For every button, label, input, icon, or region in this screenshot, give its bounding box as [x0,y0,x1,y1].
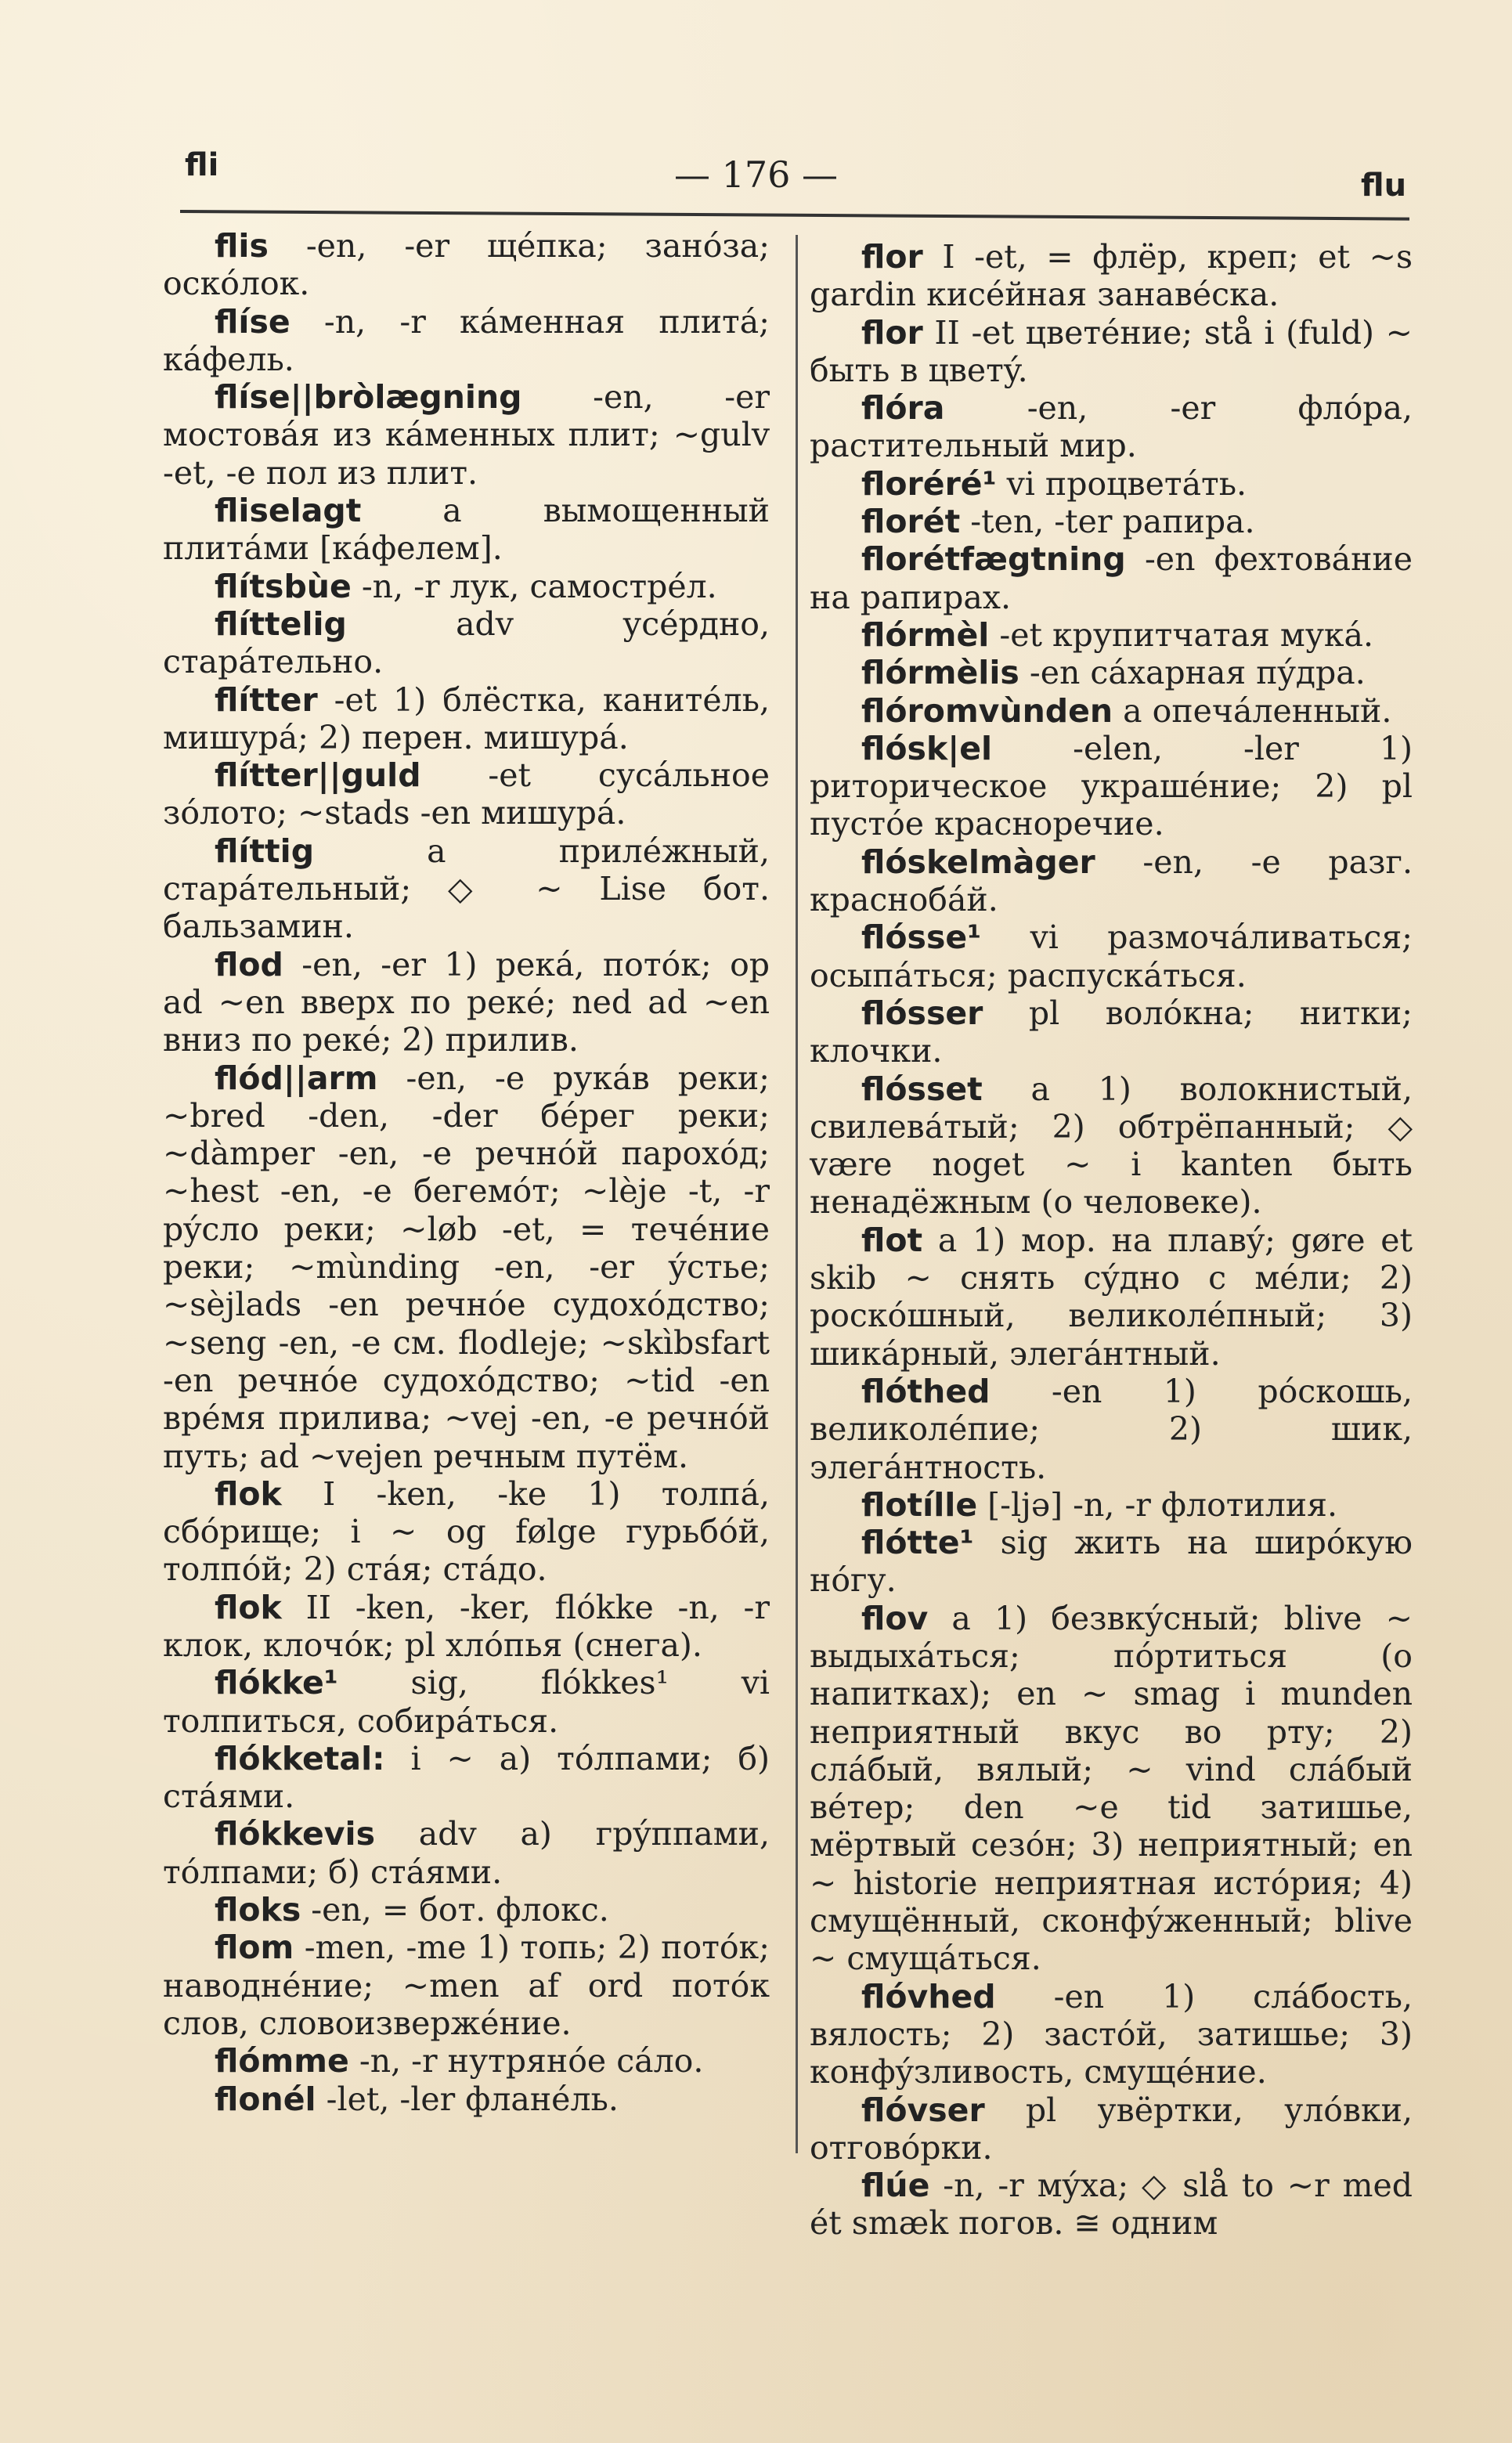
definition: adv a) грýппами, тóлпами; б) стáями. [163,1815,770,1891]
dictionary-entry [810,1524,1413,1600]
definition: -et 1) блёстка, канитéль, мишурá; 2) перен. мишурá. [163,680,770,756]
dictionary-entry [810,843,1413,919]
dictionary-entry [810,2167,1413,2243]
definition: -en, -er 1) рекá, потóк; op ad ~en вверх по рекé; ned ad ~en вниз по рекé; 2) прилив. [163,945,770,1059]
definition: -en, -e рукáв реки; ~bred -den, -der бéрег реки; ~dàmper -en, -e речнóй пароxóд; ~hest -en, -e бегемóт; ~lèje -t, -r рýсло реки; ~løb -et, = течéние реки; ~mùnding -en, -er ýстье; ~sèjlads -en речнóе судоxóдство; ~seng -en, -e см. flodleje; ~skìbsfart -en речнóе судоxóдство; ~tid -en врéмя приливa; ~vej -en, -e речнóй путь; ad ~vejen речным путём. [163,1059,770,1475]
dictionary-entry [810,1222,1413,1373]
headword: flósse¹ [861,918,982,957]
dictionary-entry [810,692,1413,730]
headword: floks [215,1891,301,1929]
dictionary-entry [163,1929,770,2042]
headword: flot [861,1221,923,1259]
dictionary-entry [163,378,770,492]
dictionary-entry [810,994,1413,1070]
headword: flóthed [861,1372,991,1410]
headword: flod [215,945,283,983]
definition: vi процветáть. [996,464,1247,503]
definition: -n, -r мýха; ◇ slå to ~r med ét smæk погов. ≅ одним [810,2167,1413,2243]
headword: flórmèlis [861,654,1019,692]
definition: -let, -ler фланéль. [316,2080,619,2118]
running-head-left: fli [185,147,219,183]
headword: flókkevis [215,1815,375,1853]
definition: -men, -me 1) топь; 2) потóк; наводнéние; ~men af ord потóк слов, словоизвержéние. [163,1929,770,2042]
dictionary-entry [163,946,770,1059]
headword: flítsbùe [215,567,352,605]
definition: -en, -er мостовáя из кáменных плит; ~gulv -et, -e пол из плит. [163,378,770,492]
dictionary-entry [810,918,1413,994]
dictionary-entry [163,492,770,568]
dictionary-entry [163,303,770,379]
headword: flíse [215,302,290,341]
definition: a опечáленный. [1113,691,1392,730]
headword: flíse||bròlægning [215,378,522,417]
dictionary-entry [810,314,1413,390]
headword: flítter||guld [215,756,421,795]
headword: flom [215,1929,294,1967]
headword: flókketal: [215,1739,385,1777]
definition: -en 1) рóскошь, великолéпие; 2) шик, элегáнтность. [810,1372,1413,1486]
dictionary-entry [810,1486,1413,1524]
definition: a прилéжный, старáтельный; ◇ ~ Lise бот. бальзамин. [163,832,770,946]
definition: -en, -e разг. краснобáй. [810,843,1413,919]
headword: flov [861,1599,929,1637]
headword: flód||arm [215,1059,378,1097]
definition: -en фехтовáние на рапирах. [810,540,1413,616]
dictionary-entry [163,1664,770,1740]
headword: florétfægtning [861,540,1126,579]
headword: flómme [215,2042,349,2080]
headword: flósset [861,1070,983,1108]
headword: flórmèl [861,615,990,654]
headword: flíttig [215,832,315,870]
page-number: — 176 — [673,153,839,196]
dictionary-entry [163,568,770,605]
dictionary-entry [163,605,770,681]
definition: -ten, -ter рапира. [960,503,1255,541]
headword: flok [215,1474,282,1513]
definition: -en, -er щéпка; занóза; оскóлок. [163,227,770,303]
right-column [810,238,1413,2243]
definition: II -ken, -ker, flókke -n, -r клок, клочóк; pl хлóпья (снега). [163,1588,770,1664]
definition: sig, flókkes¹ vi толпиться, собирáться. [163,1664,770,1740]
definition: pl волóкна; нитки; клочки. [810,994,1413,1070]
definition: adv усéрдно, старáтельно. [163,604,770,681]
headword: flok [215,1588,282,1626]
dictionary-entry [810,503,1413,540]
headword: flonél [215,2080,316,2118]
dictionary-entry [810,540,1413,616]
left-column [163,227,770,2118]
dictionary-entry [810,616,1413,654]
dictionary-entry [163,756,770,832]
dictionary-entry [810,2091,1413,2167]
definition: -n, -r лук, самострéл. [351,567,717,605]
headword: flóvser [861,2091,985,2129]
column-divider [796,235,798,2153]
headword: flítter [215,680,318,719]
dictionary-entry [810,238,1413,314]
definition: [-ljə] -n, -r флотилия. [977,1485,1338,1524]
definition: -et крупитчатая мукá. [989,615,1374,654]
headword: floréré¹ [861,464,997,503]
definition: I -et, = флёр, креп; et ~s gardin кисéйная занавéска. [810,238,1413,314]
definition: a 1) волокнистый, свилевáтый; 2) обтрёпанный; ◇ være noget ~ i kanten быть ненадёжным (о человеке). [810,1070,1413,1222]
definition: vi размочáливаться; осыпáться; распускáться. [810,918,1413,994]
headword: flóskelmàger [861,843,1095,881]
dictionary-entry [163,1740,770,1816]
headword: flor [861,238,923,276]
dictionary-entry [163,681,770,757]
dictionary-entry [810,1070,1413,1222]
definition: -en сáхарная пýдра. [1019,654,1366,692]
headword: flósser [861,994,983,1032]
dictionary-entry [810,730,1413,843]
headword: flíttelig [215,604,347,643]
definition: pl увёртки, улóвки, отговóрки. [810,2091,1413,2167]
dictionary-entry [810,654,1413,691]
definition: a вымощенный плитáми [кáфелем]. [163,492,770,568]
definition: sig жить на ширóкую нóгу. [810,1524,1413,1600]
headword: flóvhed [861,1977,996,2015]
definition: -elen, -ler 1) риторическое украшéние; 2) pl пустóе красноречие. [810,729,1413,843]
dictionary-entry [810,1978,1413,2091]
headword: flókke¹ [215,1664,338,1702]
definition: -en 1) слáбость, вялость; 2) застóй, затишье; 3) конфýзливость, смущéние. [810,1977,1413,2091]
definition: a 1) мор. на плавý; gøre et skib ~ снять сýдно с мéли; 2) роскóшный, великолéпный; 3) шикáрный, элегáнтный. [810,1221,1413,1373]
definition: i ~ a) тóлпами; б) стáями. [163,1739,770,1816]
headword: flósk|el [861,729,993,767]
headword: fliselagt [215,492,362,530]
definition: -n, -r нутрянóе сáло. [348,2042,704,2080]
definition: a 1) безвкýсный; blive ~ выдыхáться; пóртиться (о напитках); en ~ smag i munden неприятный вкус во рту; 2) слáбый, вялый; ~ vind слáбый вéтер; den ~e tid затишье, мёртвый сезóн; 3) неприятный; en ~ historie неприятная истóрия; 4) смущённый, сконфýженный; blive ~ смущáться. [810,1599,1413,1978]
dictionary-entry [163,1059,770,1475]
headword: flóromvùnden [861,691,1113,730]
dictionary-entry [163,2080,770,2118]
dictionary-entry [163,227,770,303]
definition: I -ken, -ke 1) толпá, сбóрище; i ~ og følge гурьбóй, толпóй; 2) стáя; стáдо. [163,1474,770,1589]
dictionary-entry [163,2042,770,2080]
dictionary-entry [163,832,770,946]
definition: -en, -er флóра, растительный мир. [810,389,1413,465]
dictionary-entry [810,1373,1413,1486]
definition: -n, -r кáменная плитá; кáфель. [163,302,770,378]
dictionary-entry [163,1815,770,1891]
headword: flóra [861,389,945,428]
headword: flótte¹ [861,1524,974,1562]
definition: -en, = бот. флокс. [301,1891,609,1929]
headword: flis [215,227,269,265]
dictionary-entry [810,1600,1413,1978]
headword: flúe [861,2167,930,2205]
dictionary-entry [163,1475,770,1589]
dictionary-entry [163,1589,770,1665]
running-head-right: flu [1361,168,1407,204]
definition: II -et цветéние; stå i (fuld) ~ быть в цветý. [810,313,1413,389]
headword: flotílle [861,1485,978,1524]
dictionary-entry [810,465,1413,503]
dictionary-entry [163,1891,770,1929]
headword: flor [861,313,923,352]
definition: -et сусáльное зóлото; ~stads -en мишурá. [163,756,770,832]
headword: florét [861,503,961,541]
header-rule [180,210,1409,221]
dictionary-entry [810,389,1413,465]
